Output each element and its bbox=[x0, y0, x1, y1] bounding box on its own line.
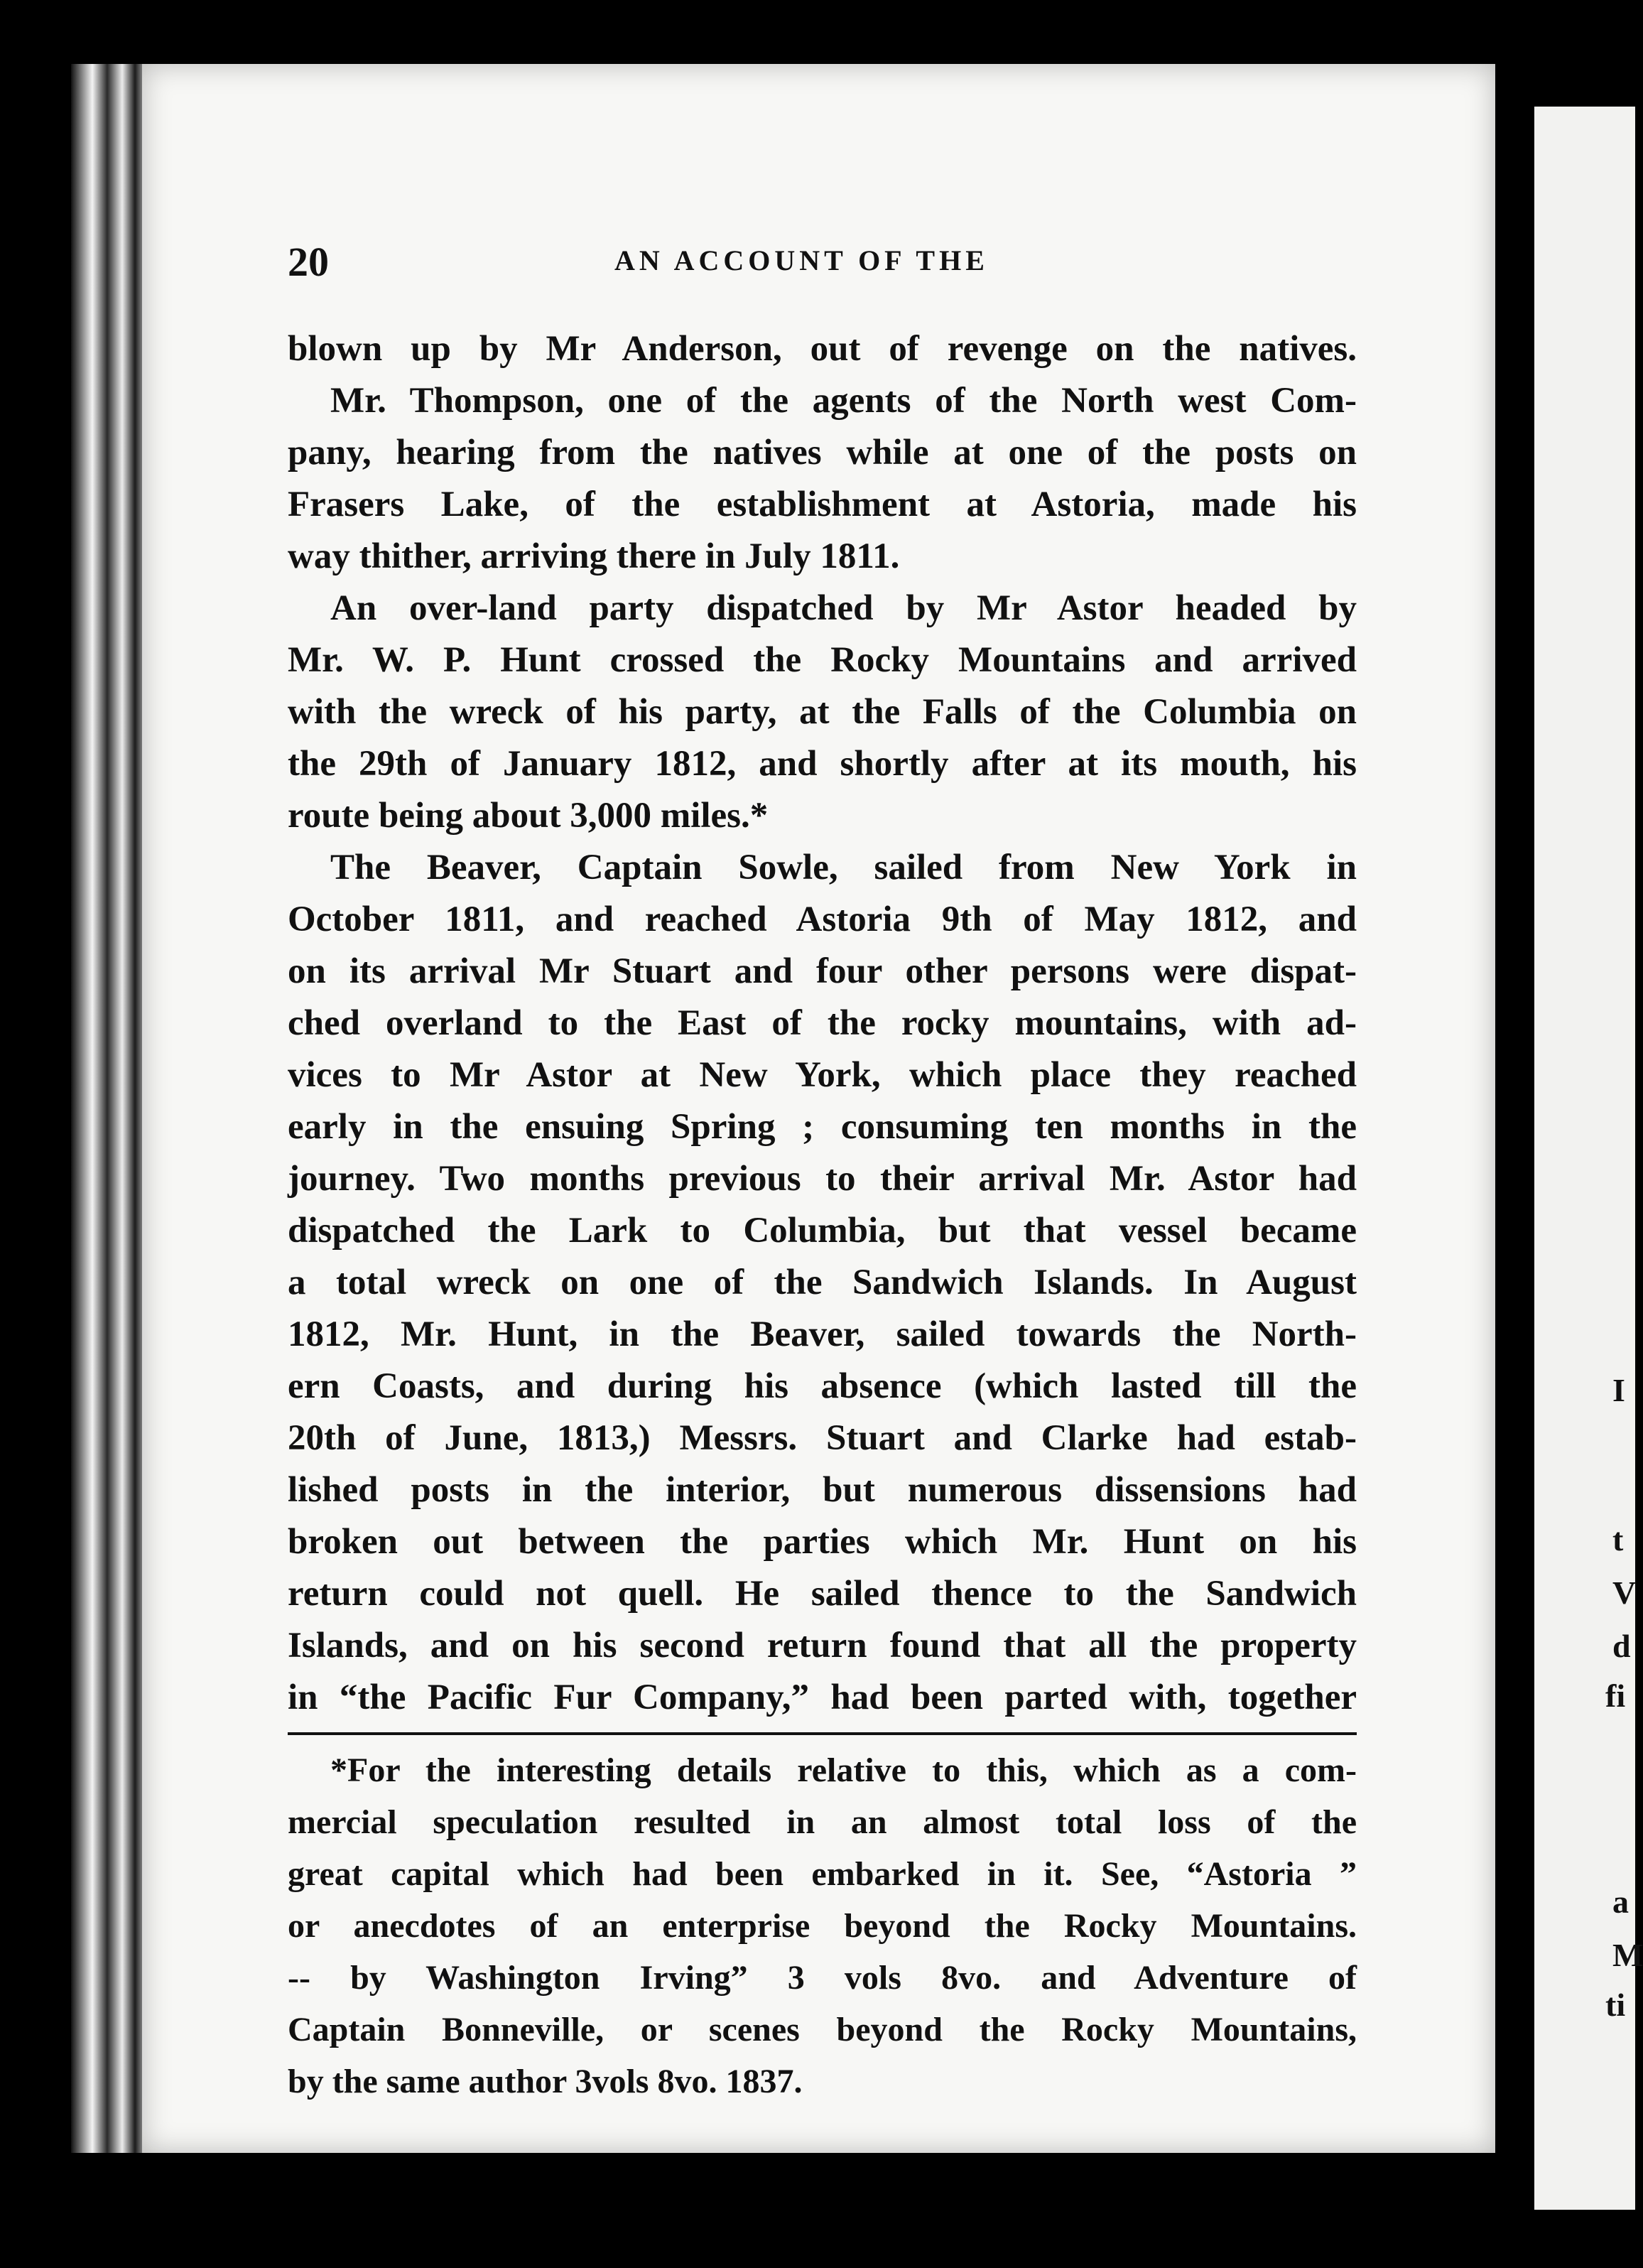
facing-page-fragment: a bbox=[1612, 1884, 1629, 1920]
facing-page-fragment: ti bbox=[1605, 1987, 1626, 2023]
text-line: blown up by Mr Anderson, out of revenge on the natives. bbox=[288, 329, 1357, 369]
facing-page-fragment: t bbox=[1612, 1521, 1624, 1557]
text-line: early in the ensuing Spring ; consuming ten months in the bbox=[288, 1107, 1357, 1147]
text-line: October 1811, and reached Astoria 9th of May 1812, and bbox=[288, 900, 1357, 939]
text-line: broken out between the parties which Mr. Hunt on his bbox=[288, 1522, 1357, 1562]
text-line: The Beaver, Captain Sowle, sailed from New York in bbox=[330, 848, 1357, 887]
footnote-line: Captain Bonneville, or scenes beyond the Rocky Mountains, bbox=[288, 2011, 1357, 2048]
text-line: ched overland to the East of the rocky mountains, with ad- bbox=[288, 1003, 1357, 1043]
text-line: return could not quell. He sailed thence to the Sandwich bbox=[288, 1574, 1357, 1614]
text-line: 1812, Mr. Hunt, in the Beaver, sailed towards the North- bbox=[288, 1314, 1357, 1354]
running-head: AN ACCOUNT OF THE bbox=[614, 244, 989, 276]
text-line: way thither, arriving there in July 1811. bbox=[288, 536, 900, 576]
facing-page-fragment: fi bbox=[1605, 1678, 1626, 1714]
text-line: a total wreck on one of the Sandwich Islands. In August bbox=[288, 1263, 1357, 1302]
text-line: in “the Pacific Fur Company,” had been parted with, together bbox=[288, 1678, 1357, 1717]
footnote bbox=[288, 1744, 1357, 2107]
body-text bbox=[288, 323, 1357, 1724]
text-line: dispatched the Lark to Columbia, but that vessel became bbox=[288, 1211, 1357, 1251]
footnote-rule bbox=[288, 1732, 1357, 1735]
footnote-line: mercial speculation resulted in an almost total loss of the bbox=[288, 1803, 1357, 1841]
footnote-line: great capital which had been embarked in it. See, “Astoria ” bbox=[288, 1855, 1357, 1893]
page-header bbox=[288, 238, 1353, 285]
text-line: ern Coasts, and during his absence (which lasted till the bbox=[288, 1366, 1357, 1406]
footnote-line: -- by Washington Irving” 3 vols 8vo. and Adventure of bbox=[288, 1959, 1357, 1997]
footnote-line: *For the interesting details relative to this, which as a com- bbox=[330, 1751, 1357, 1789]
page-number: 20 bbox=[288, 239, 329, 285]
text-line: Frasers Lake, of the establishment at Astoria, made his bbox=[288, 485, 1357, 524]
footnote-line: by the same author 3vols 8vo. 1837. bbox=[288, 2063, 803, 2100]
text-line: lished posts in the interior, but numerous dissensions had bbox=[288, 1470, 1357, 1510]
footnote-line: or anecdotes of an enterprise beyond the Rocky Mountains. bbox=[288, 1907, 1357, 1945]
text-line: on its arrival Mr Stuart and four other persons were dispat- bbox=[288, 951, 1357, 991]
text-line: with the wreck of his party, at the Falls of the Columbia on bbox=[288, 692, 1357, 732]
text-line: route being about 3,000 miles.* bbox=[288, 796, 769, 836]
text-line: Mr. Thompson, one of the agents of the North west Com- bbox=[330, 381, 1357, 421]
facing-page-fragment: d bbox=[1612, 1628, 1631, 1664]
facing-page-fragment: M bbox=[1612, 1937, 1643, 1973]
text-line: vices to Mr Astor at New York, which place they reached bbox=[288, 1055, 1357, 1095]
text-line: the 29th of January 1812, and shortly after at its mouth, his bbox=[288, 744, 1357, 784]
text-line: journey. Two months previous to their arrival Mr. Astor had bbox=[288, 1159, 1357, 1199]
text-line: pany, hearing from the natives while at one of the posts on bbox=[288, 433, 1357, 472]
text-line: An over-land party dispatched by Mr Astor headed by bbox=[330, 588, 1357, 628]
facing-page-fragment: V bbox=[1612, 1575, 1637, 1611]
text-line: 20th of June, 1813,) Messrs. Stuart and Clarke had estab- bbox=[288, 1418, 1357, 1458]
facing-page-fragment: I bbox=[1612, 1372, 1625, 1408]
text-line: Mr. W. P. Hunt crossed the Rocky Mountains and arrived bbox=[288, 640, 1357, 680]
text-line: Islands, and on his second return found that all the property bbox=[288, 1626, 1357, 1665]
facing-page-strip bbox=[1534, 107, 1643, 2210]
